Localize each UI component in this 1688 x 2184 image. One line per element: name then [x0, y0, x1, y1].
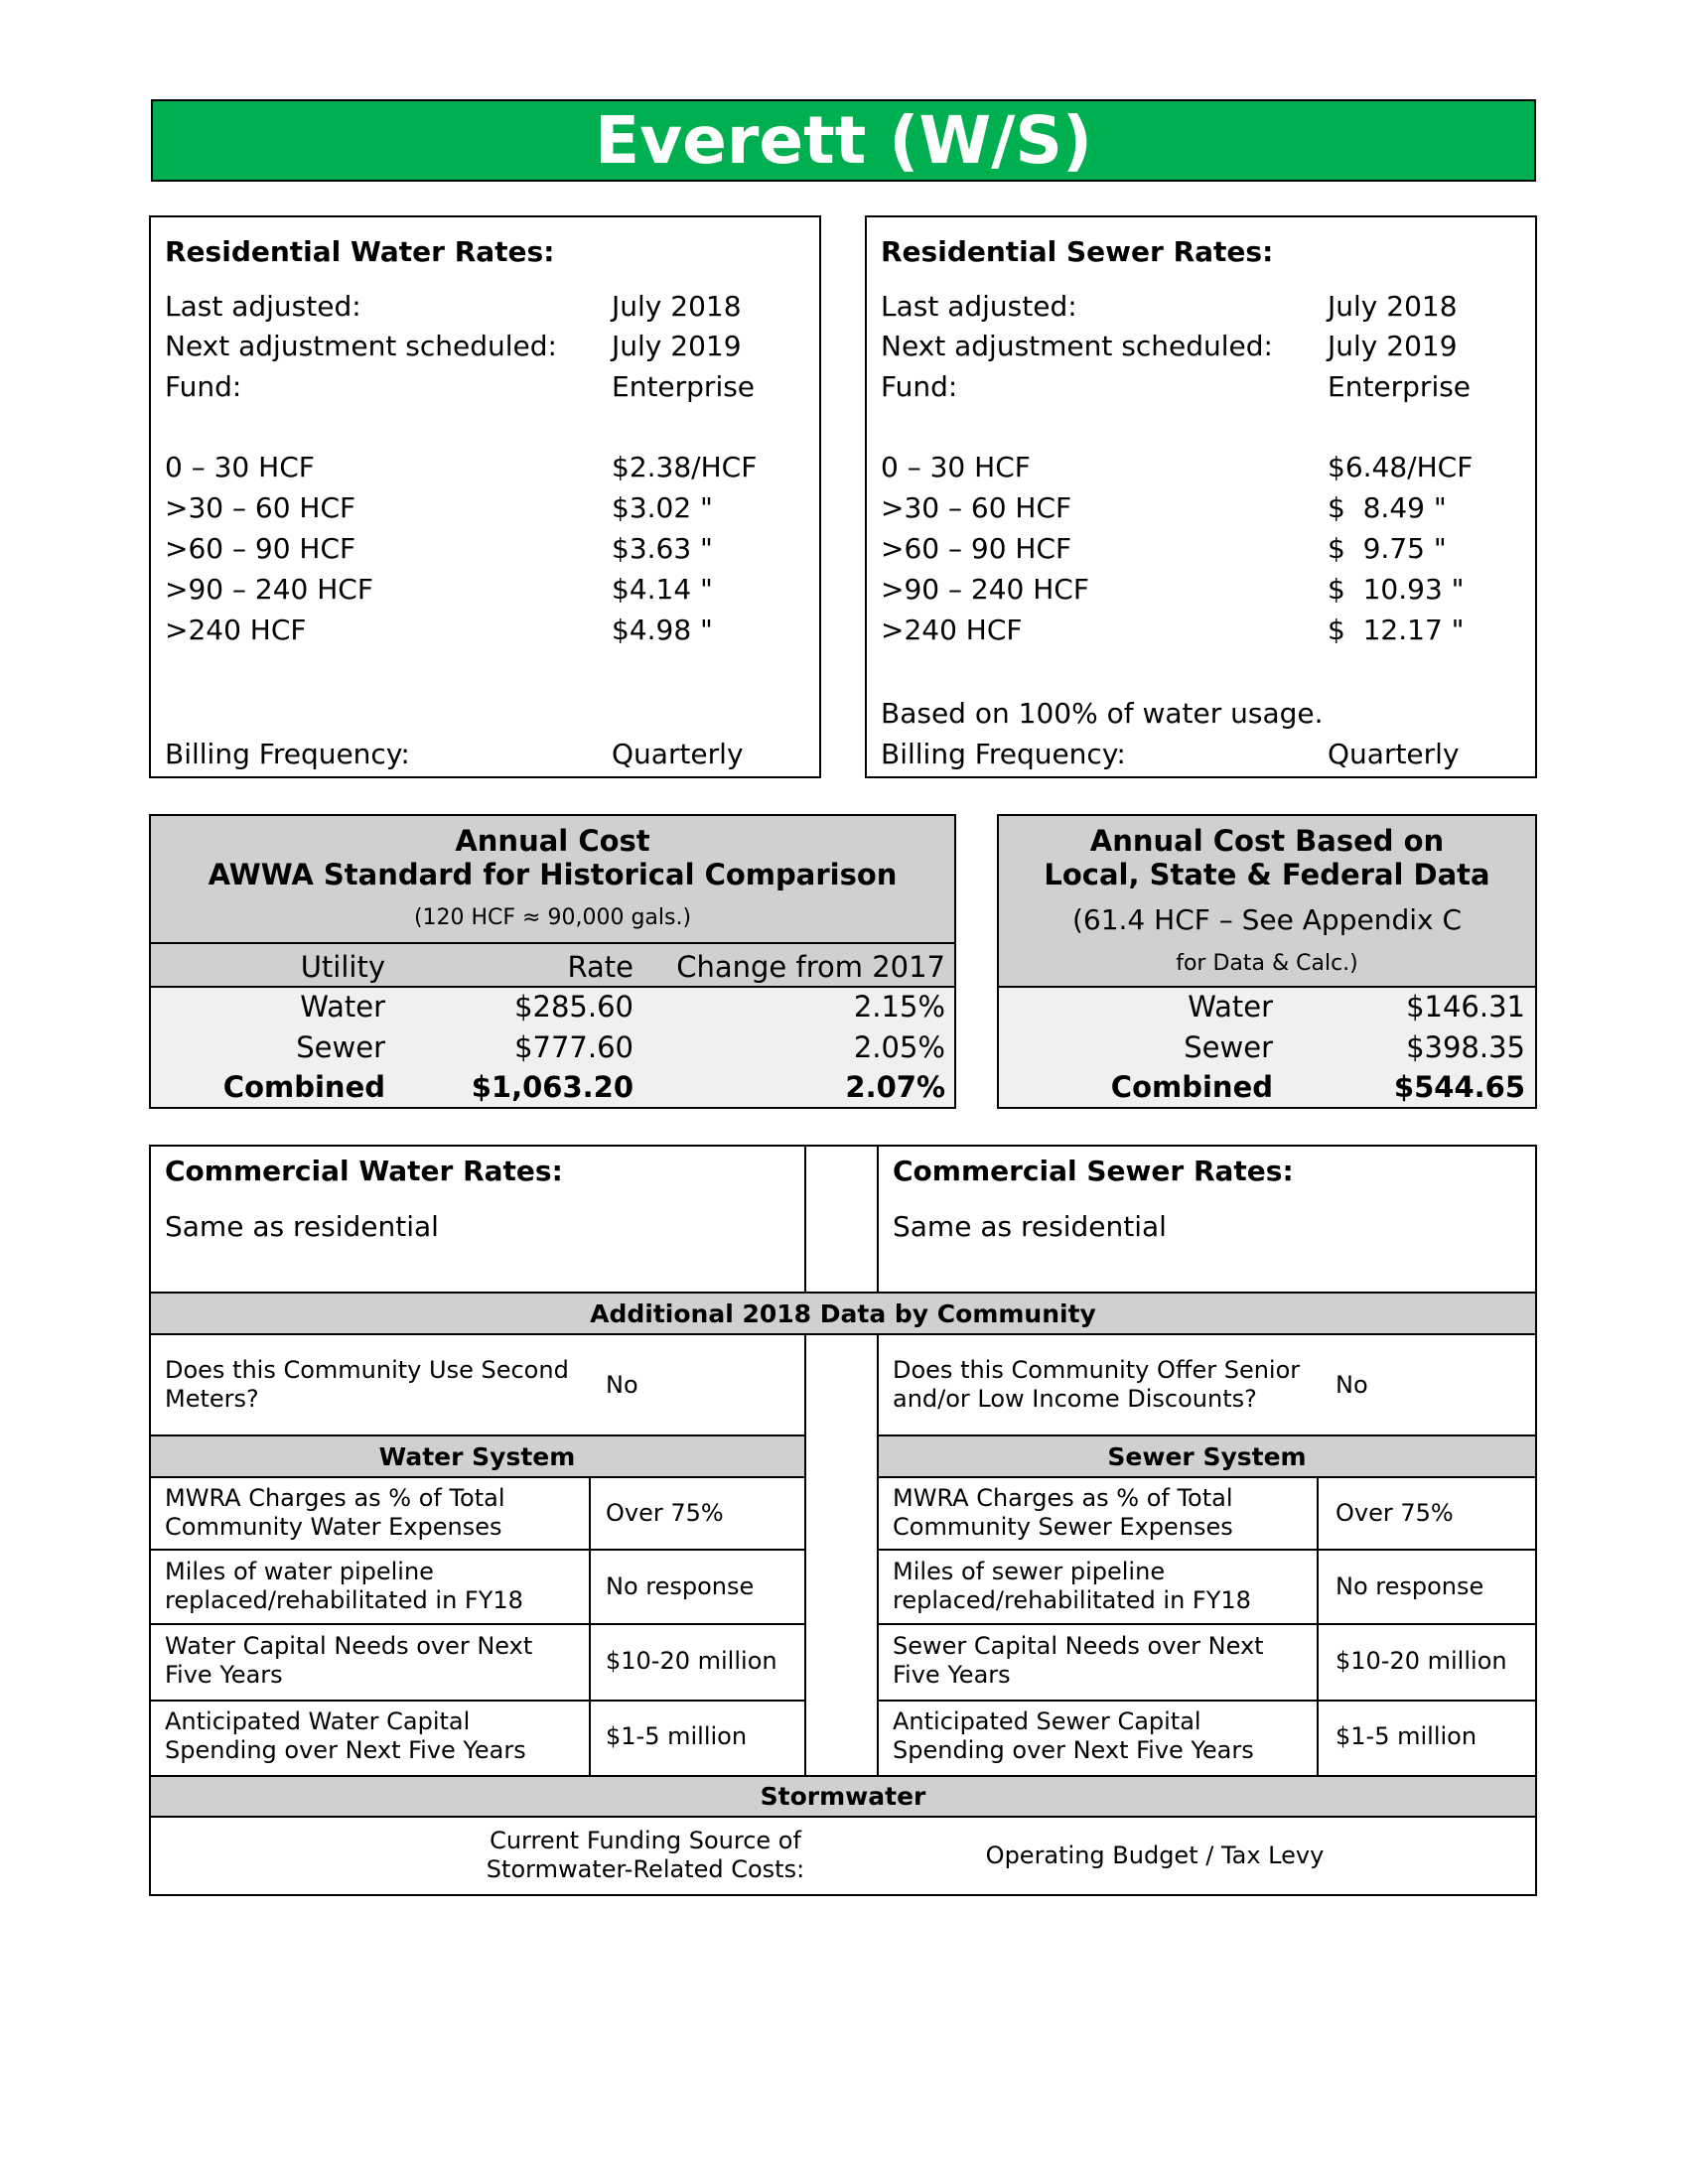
sewer-next-adjustment-row: [881, 330, 1525, 369]
water-system-row-value: Over 75%: [606, 1499, 724, 1527]
sewer-system-heading: Sewer System: [1107, 1442, 1307, 1471]
sewer-system-row-label: Sewer Capital Needs over Next Five Years: [893, 1632, 1264, 1689]
label: Billing Frequency:: [165, 738, 410, 770]
awwa-annual-cost-box: [149, 814, 956, 1109]
water-tier-row: [165, 573, 809, 613]
water-tier-row: [165, 491, 809, 531]
water-system-row-value: No response: [606, 1572, 755, 1600]
tier-rate: $3.63 ": [612, 532, 713, 565]
value: July 2018: [1328, 290, 1458, 323]
label: Next adjustment scheduled:: [165, 330, 557, 362]
label: Last adjusted:: [881, 290, 1077, 323]
water-system-row-value: $10-20 million: [606, 1647, 777, 1675]
commercial-water-heading: Commercial Water Rates:: [165, 1155, 563, 1187]
awwa-body: [151, 988, 954, 1107]
tier-rate: $2.38/HCF: [612, 451, 758, 483]
sewer-tier-row: [881, 532, 1525, 572]
water-system-row-value: $1-5 million: [606, 1722, 748, 1750]
commercial-water-value: Same as residential: [165, 1210, 439, 1243]
water-last-adjusted-row: [165, 290, 809, 330]
tier-rate: $4.14 ": [612, 573, 713, 606]
commercial-sewer-value: Same as residential: [893, 1210, 1167, 1243]
sewer-system-row-label: MWRA Charges as % of Total Community Sewer Expenses: [893, 1484, 1233, 1541]
additional-heading: Additional 2018 Data by Community: [590, 1299, 1096, 1328]
tier-range: >240 HCF: [165, 614, 307, 646]
sewer-tier-row: [881, 451, 1525, 490]
discounts-question: Does this Community Offer Senior and/or Low Income Discounts?: [893, 1356, 1301, 1413]
sewer-fund-row: [881, 370, 1525, 410]
tier-range: >90 – 240 HCF: [165, 573, 373, 606]
row-utility: Combined: [222, 1070, 385, 1104]
commercial-sewer-heading: Commercial Sewer Rates:: [893, 1155, 1294, 1187]
sewer-tier-row: [881, 614, 1525, 653]
row-utility: Sewer: [296, 1030, 385, 1064]
water-fund-row: [165, 370, 809, 410]
water-tier-row: [165, 532, 809, 572]
page-title: Everett (W/S): [151, 99, 1536, 182]
sewer-tier-row: [881, 573, 1525, 613]
sewer-system-row-label: Miles of sewer pipeline replaced/rehabilitated in FY18: [893, 1558, 1251, 1614]
local-annual-cost-box: [997, 814, 1537, 1109]
awwa-header: [151, 816, 954, 944]
water-system-row-label: Miles of water pipeline replaced/rehabilitated in FY18: [165, 1558, 523, 1614]
tier-rate: $4.98 ": [612, 614, 713, 646]
water-system-row-label: MWRA Charges as % of Total Community Water Expenses: [165, 1484, 505, 1541]
tier-range: >30 – 60 HCF: [881, 491, 1072, 524]
row-utility: Water: [1188, 990, 1273, 1024]
local-subtitle-line1: (61.4 HCF – See Appendix C: [1071, 903, 1463, 936]
row-change: 2.07%: [845, 1070, 945, 1104]
row-change: 2.15%: [853, 990, 945, 1024]
tier-range: 0 – 30 HCF: [881, 451, 1031, 483]
col-rate: Rate: [567, 950, 633, 984]
row-change: 2.05%: [853, 1030, 945, 1064]
sewer-tier-row: [881, 491, 1525, 531]
tier-rate: $3.02 ": [612, 491, 713, 524]
row-utility: Combined: [1110, 1070, 1273, 1104]
local-body: [999, 988, 1535, 1107]
water-billing-row: [165, 738, 809, 777]
tier-range: >90 – 240 HCF: [881, 573, 1089, 606]
tier-range: 0 – 30 HCF: [165, 451, 315, 483]
value: July 2019: [612, 330, 742, 362]
sewer-system-row-label: Anticipated Sewer Capital Spending over Next Five Years: [893, 1707, 1254, 1764]
col-change: Change from 2017: [676, 950, 945, 984]
value: Enterprise: [1328, 370, 1472, 403]
residential-sewer-rates-box: [865, 215, 1537, 778]
sewer-system-row-value: $1-5 million: [1336, 1722, 1477, 1750]
value: July 2019: [1328, 330, 1458, 362]
water-tier-row: [165, 614, 809, 653]
water-system-heading: Water System: [378, 1442, 576, 1471]
tier-range: >30 – 60 HCF: [165, 491, 356, 524]
label: Fund:: [881, 370, 958, 403]
row-rate: $1,063.20: [471, 1070, 633, 1104]
local-header: [999, 816, 1535, 988]
tier-rate: $6.48/HCF: [1328, 451, 1474, 483]
stormwater-value: Operating Budget / Tax Levy: [985, 1842, 1325, 1869]
residential-water-rates-box: [149, 215, 821, 778]
local-title-line2: Local, State & Federal Data: [1044, 858, 1490, 891]
water-system-row-label: Water Capital Needs over Next Five Years: [165, 1632, 533, 1689]
tier-rate: $ 10.93 ": [1328, 573, 1465, 606]
residential-water-heading: Residential Water Rates:: [165, 235, 555, 268]
tier-range: >240 HCF: [881, 614, 1023, 646]
value: Enterprise: [612, 370, 756, 403]
stormwater-label: Current Funding Source of Stormwater-Related Costs:: [486, 1827, 805, 1883]
row-rate: $777.60: [514, 1030, 633, 1064]
value: July 2018: [612, 290, 742, 323]
awwa-title-line1: Annual Cost: [455, 824, 650, 858]
row-cost: $146.31: [1406, 990, 1525, 1024]
awwa-column-header: [151, 944, 954, 988]
row-cost: $544.65: [1393, 1070, 1525, 1104]
local-title-line1: Annual Cost Based on: [1089, 824, 1445, 858]
sewer-system-row-value: Over 75%: [1336, 1499, 1454, 1527]
row-cost: $398.35: [1406, 1030, 1525, 1064]
water-next-adjustment-row: [165, 330, 809, 369]
stormwater-heading: Stormwater: [760, 1782, 926, 1811]
water-system-row-label: Anticipated Water Capital Spending over Next Five Years: [165, 1707, 526, 1764]
label: Billing Frequency:: [881, 738, 1126, 770]
local-subtitle-line2: for Data & Calc.): [1176, 951, 1358, 976]
value: Quarterly: [612, 738, 744, 770]
second-meters-question: Does this Community Use Second Meters?: [165, 1356, 569, 1413]
residential-sewer-heading: Residential Sewer Rates:: [881, 235, 1274, 268]
tier-range: >60 – 90 HCF: [881, 532, 1072, 565]
sewer-system-row-value: $10-20 million: [1336, 1647, 1507, 1675]
second-meters-answer: No: [606, 1371, 638, 1399]
row-rate: $285.60: [514, 990, 633, 1024]
col-utility: Utility: [300, 950, 385, 984]
awwa-subtitle: (120 HCF ≈ 90,000 gals.): [413, 905, 692, 930]
discounts-answer: No: [1336, 1371, 1368, 1399]
label: Next adjustment scheduled:: [881, 330, 1273, 362]
tier-rate: $ 8.49 ": [1328, 491, 1447, 524]
tier-rate: $ 9.75 ": [1328, 532, 1447, 565]
sewer-billing-row: [881, 738, 1525, 777]
community-data-table: [149, 1145, 1537, 1896]
label: Fund:: [165, 370, 242, 403]
tier-range: >60 – 90 HCF: [165, 532, 356, 565]
label: Last adjusted:: [165, 290, 361, 323]
tier-rate: $ 12.17 ": [1328, 614, 1465, 646]
sewer-usage-note: Based on 100% of water usage.: [881, 697, 1324, 730]
sewer-system-row-value: No response: [1336, 1572, 1484, 1600]
value: Quarterly: [1328, 738, 1460, 770]
water-tier-row: [165, 451, 809, 490]
row-utility: Sewer: [1184, 1030, 1273, 1064]
sewer-last-adjusted-row: [881, 290, 1525, 330]
awwa-title-line2: AWWA Standard for Historical Comparison: [208, 858, 898, 891]
row-utility: Water: [300, 990, 385, 1024]
